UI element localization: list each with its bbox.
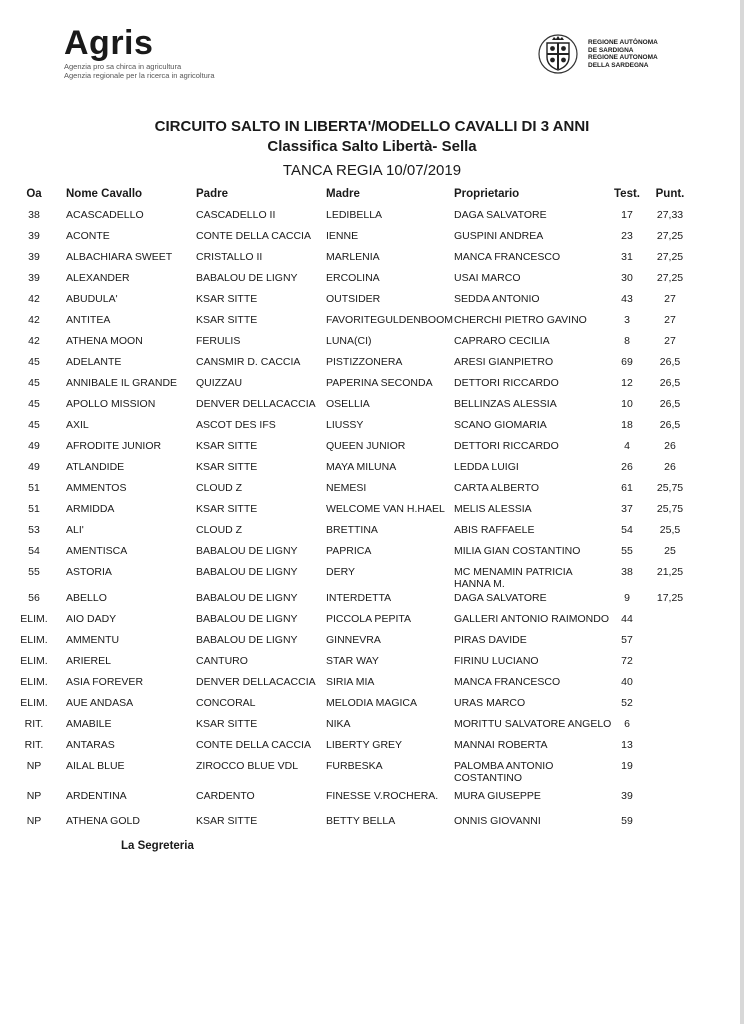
cell-test: 17 xyxy=(621,209,633,221)
cell-punt: 26,5 xyxy=(659,377,681,389)
cell-proprietario: FIRINU LUCIANO xyxy=(454,655,539,667)
cell-punt: 25,5 xyxy=(659,524,681,536)
cell-nome-cavallo: APOLLO MISSION xyxy=(66,398,156,410)
header-proprietario: Proprietario xyxy=(454,188,520,200)
cell-padre: CASCADELLO II xyxy=(196,209,276,221)
table-row xyxy=(0,718,744,738)
cell-madre: ERCOLINA xyxy=(326,272,380,284)
cell-padre: BABALOU DE LIGNY xyxy=(196,592,298,604)
cell-test: 38 xyxy=(621,566,633,578)
cell-proprietario: BELLINZAS ALESSIA xyxy=(454,398,557,410)
cell-madre: QUEEN JUNIOR xyxy=(326,440,406,452)
table-row xyxy=(0,697,744,717)
cell-padre: KSAR SITTE xyxy=(196,314,258,326)
cell-oa: 56 xyxy=(28,592,40,604)
header-test: Test. xyxy=(614,188,640,200)
cell-nome-cavallo: AMMENTU xyxy=(66,634,120,646)
cell-proprietario: PIRAS DAVIDE xyxy=(454,634,527,646)
cell-punt: 26,5 xyxy=(659,419,681,431)
cell-nome-cavallo: ARMIDDA xyxy=(66,503,115,515)
cell-madre: DERY xyxy=(326,566,355,578)
cell-punt: 27 xyxy=(664,293,676,305)
cell-madre: PAPRICA xyxy=(326,545,372,557)
cell-nome-cavallo: ACONTE xyxy=(66,230,110,242)
cell-test: 39 xyxy=(621,790,633,802)
cell-test: 13 xyxy=(621,739,633,751)
header-padre: Padre xyxy=(196,188,228,200)
cell-padre: BABALOU DE LIGNY xyxy=(196,545,298,557)
cell-test: 55 xyxy=(621,545,633,557)
cell-padre: KSAR SITTE xyxy=(196,461,258,473)
cell-proprietario: ABIS RAFFAELE xyxy=(454,524,535,536)
cell-oa: 55 xyxy=(28,566,40,578)
cell-oa: 39 xyxy=(28,230,40,242)
table-row xyxy=(0,815,744,835)
event-place-date: TANCA REGIA 10/07/2019 xyxy=(282,162,462,179)
cell-madre: PISTIZZONERA xyxy=(326,356,403,368)
cell-proprietario: MC MENAMIN PATRICIA HANNA M. xyxy=(454,566,573,590)
cell-punt: 27 xyxy=(664,335,676,347)
cell-nome-cavallo: ALBACHIARA SWEET xyxy=(66,251,173,263)
cell-oa: 51 xyxy=(28,503,40,515)
cell-madre: FINESSE V.ROCHERA. xyxy=(326,790,439,802)
cell-proprietario: MANNAI ROBERTA xyxy=(454,739,548,751)
cell-padre: CLOUD Z xyxy=(196,482,243,494)
cell-test: 8 xyxy=(624,335,630,347)
agris-logo xyxy=(64,24,215,80)
cell-padre: CANSMIR D. CACCIA xyxy=(196,356,301,368)
cell-oa: 39 xyxy=(28,272,40,284)
cell-padre: DENVER DELLACACCIA xyxy=(196,398,316,410)
cell-punt: 27 xyxy=(664,314,676,326)
cell-padre: BABALOU DE LIGNY xyxy=(196,613,298,625)
cell-madre: LIUSSY xyxy=(326,419,364,431)
table-row xyxy=(0,566,744,590)
cell-oa: NP xyxy=(26,760,42,772)
logo-subtitle-2: Agenzia regionale per la ricerca in agricoltura xyxy=(64,71,215,80)
cell-nome-cavallo: ANNIBALE IL GRANDE xyxy=(66,377,178,389)
cell-madre: PAPERINA SECONDA xyxy=(326,377,433,389)
table-row xyxy=(0,545,744,565)
cell-padre: BABALOU DE LIGNY xyxy=(196,566,298,578)
cell-nome-cavallo: ATLANDIDE xyxy=(66,461,125,473)
cell-test: 26 xyxy=(621,461,633,473)
cell-oa: ELIM. xyxy=(20,634,48,646)
cell-madre: PICCOLA PEPITA xyxy=(326,613,411,625)
cell-test: 23 xyxy=(621,230,633,242)
cell-madre: STAR WAY xyxy=(326,655,379,667)
logo-subtitle-1: Agenzia pro sa chirca in agricultura xyxy=(64,62,182,71)
cell-proprietario: USAI MARCO xyxy=(454,272,521,284)
table-row xyxy=(0,503,744,523)
cell-nome-cavallo: ADELANTE xyxy=(66,356,122,368)
header-punt: Punt. xyxy=(655,188,685,200)
cell-oa: ELIM. xyxy=(20,676,48,688)
table-row xyxy=(0,209,744,229)
cell-test: 37 xyxy=(621,503,633,515)
cell-proprietario: SEDDA ANTONIO xyxy=(454,293,540,305)
cell-oa: 54 xyxy=(28,545,40,557)
cell-oa: 45 xyxy=(28,377,40,389)
cell-proprietario: CHERCHI PIETRO GAVINO xyxy=(454,314,587,326)
cell-oa: ELIM. xyxy=(20,697,48,709)
table-row xyxy=(0,356,744,376)
cell-padre: ZIROCCO BLUE VDL xyxy=(196,760,299,772)
logo-word: Agris xyxy=(64,24,154,62)
cell-test: 10 xyxy=(621,398,633,410)
table-row xyxy=(0,482,744,502)
table-row xyxy=(0,314,744,334)
cell-madre: NIKA xyxy=(326,718,351,730)
cell-proprietario: DETTORI RICCARDO xyxy=(454,377,559,389)
cell-proprietario: ONNIS GIOVANNI xyxy=(454,815,541,827)
cell-padre: KSAR SITTE xyxy=(196,293,258,305)
cell-nome-cavallo: ATHENA MOON xyxy=(66,335,143,347)
cell-nome-cavallo: ARDENTINA xyxy=(66,790,127,802)
cell-proprietario: ARESI GIANPIETRO xyxy=(454,356,554,368)
cell-padre: QUIZZAU xyxy=(196,377,243,389)
region-line-2: DE SARDIGNA xyxy=(588,46,634,54)
region-logo xyxy=(538,33,658,75)
cell-test: 57 xyxy=(621,634,633,646)
table-row xyxy=(0,739,744,759)
cell-test: 44 xyxy=(621,613,633,625)
cell-madre: MELODIA MAGICA xyxy=(326,697,418,709)
cell-punt: 27,25 xyxy=(656,272,684,284)
signature: La Segreteria xyxy=(121,840,194,852)
cell-test: 3 xyxy=(624,314,630,326)
cell-nome-cavallo: ANTARAS xyxy=(66,739,115,751)
cell-padre: ASCOT DES IFS xyxy=(196,419,276,431)
cell-madre: BETTY BELLA xyxy=(326,815,396,827)
cell-nome-cavallo: ANTITEA xyxy=(66,314,111,326)
cell-test: 31 xyxy=(621,251,633,263)
cell-oa: 53 xyxy=(28,524,40,536)
cell-madre: MAYA MILUNA xyxy=(326,461,397,473)
cell-oa: 51 xyxy=(28,482,40,494)
cell-oa: 49 xyxy=(28,440,40,452)
cell-oa: 38 xyxy=(28,209,40,221)
document-subtitle: Classifica Salto Libertà- Sella xyxy=(267,138,477,155)
cell-proprietario: DAGA SALVATORE xyxy=(454,592,547,604)
cell-punt: 26,5 xyxy=(659,398,681,410)
cell-oa: 45 xyxy=(28,398,40,410)
cell-punt: 25 xyxy=(664,545,676,557)
region-line-1: REGIONE AUTÒNOMA xyxy=(588,39,658,46)
cell-madre: SIRIA MIA xyxy=(326,676,375,688)
cell-nome-cavallo: ABUDULA' xyxy=(66,293,118,305)
cell-oa: 45 xyxy=(28,419,40,431)
cell-test: 59 xyxy=(621,815,633,827)
cell-nome-cavallo: AUE ANDASA xyxy=(66,697,134,709)
cell-padre: KSAR SITTE xyxy=(196,440,258,452)
cell-nome-cavallo: AMMENTOS xyxy=(66,482,127,494)
cell-madre: LEDIBELLA xyxy=(326,209,383,221)
cell-oa: NP xyxy=(26,790,42,802)
cell-padre: CARDENTO xyxy=(196,790,255,802)
cell-madre: OUTSIDER xyxy=(326,293,381,305)
cell-padre: BABALOU DE LIGNY xyxy=(196,634,298,646)
cell-punt: 26 xyxy=(664,440,676,452)
cell-test: 61 xyxy=(621,482,633,494)
cell-padre: CRISTALLO II xyxy=(196,251,263,263)
cell-padre: CONCORAL xyxy=(196,697,256,709)
cell-oa: 42 xyxy=(28,293,40,305)
cell-test: 18 xyxy=(621,419,633,431)
cell-punt: 17,25 xyxy=(656,592,684,604)
cell-madre: WELCOME VAN H.HAEL xyxy=(326,503,445,515)
cell-madre: MARLENIA xyxy=(326,251,380,263)
cell-padre: DENVER DELLACACCIA xyxy=(196,676,316,688)
cell-madre: BRETTINA xyxy=(326,524,378,536)
cell-padre: CANTURO xyxy=(196,655,248,667)
sardinia-crest-icon xyxy=(538,33,578,75)
cell-nome-cavallo: ATHENA GOLD xyxy=(66,815,140,827)
cell-proprietario: PALOMBA ANTONIO COSTANTINO xyxy=(454,760,554,784)
table-row xyxy=(0,440,744,460)
table-row xyxy=(0,293,744,313)
cell-madre: LIBERTY GREY xyxy=(326,739,403,751)
cell-nome-cavallo: AFRODITE JUNIOR xyxy=(66,440,162,452)
cell-oa: RIT. xyxy=(24,718,44,730)
cell-test: 4 xyxy=(624,440,630,452)
cell-test: 6 xyxy=(624,718,630,730)
cell-nome-cavallo: ASIA FOREVER xyxy=(66,676,144,688)
cell-test: 30 xyxy=(621,272,633,284)
cell-nome-cavallo: ABELLO xyxy=(66,592,107,604)
cell-proprietario: DAGA SALVATORE xyxy=(454,209,547,221)
cell-madre: GINNEVRA xyxy=(326,634,381,646)
cell-oa: 42 xyxy=(28,314,40,326)
cell-proprietario: MURA GIUSEPPE xyxy=(454,790,541,802)
cell-test: 43 xyxy=(621,293,633,305)
cell-punt: 25,75 xyxy=(656,503,684,515)
cell-madre: FAVORITEGULDENBOOM xyxy=(326,314,453,326)
table-row xyxy=(0,655,744,675)
cell-nome-cavallo: ACASCADELLO xyxy=(66,209,144,221)
cell-proprietario: MELIS ALESSIA xyxy=(454,503,532,515)
cell-madre: FURBESKA xyxy=(326,760,383,772)
cell-padre: KSAR SITTE xyxy=(196,815,258,827)
cell-proprietario: GUSPINI ANDREA xyxy=(454,230,544,242)
table-row xyxy=(0,676,744,696)
cell-nome-cavallo: ARIEREL xyxy=(66,655,111,667)
cell-punt: 26,5 xyxy=(659,356,681,368)
cell-punt: 26 xyxy=(664,461,676,473)
cell-oa: 49 xyxy=(28,461,40,473)
cell-proprietario: LEDDA LUIGI xyxy=(454,461,519,473)
cell-test: 19 xyxy=(621,760,633,772)
header-oa: Oa xyxy=(26,188,42,200)
cell-nome-cavallo: AIO DADY xyxy=(66,613,117,625)
cell-punt: 27,25 xyxy=(656,230,684,242)
cell-nome-cavallo: AILAL BLUE xyxy=(66,760,125,772)
cell-punt: 21,25 xyxy=(656,566,684,578)
table-row xyxy=(0,592,744,612)
cell-proprietario: SCANO GIOMARIA xyxy=(454,419,547,431)
table-row xyxy=(0,790,744,810)
cell-madre: OSELLIA xyxy=(326,398,370,410)
cell-test: 52 xyxy=(621,697,633,709)
table-row xyxy=(0,251,744,271)
cell-proprietario: DETTORI RICCARDO xyxy=(454,440,559,452)
cell-test: 9 xyxy=(624,592,630,604)
cell-oa: RIT. xyxy=(24,739,44,751)
region-line-3: REGIONE AUTONOMA xyxy=(588,54,658,61)
table-row xyxy=(0,461,744,481)
cell-padre: CONTE DELLA CACCIA xyxy=(196,739,311,751)
cell-padre: KSAR SITTE xyxy=(196,503,258,515)
cell-proprietario: CAPRARO CECILIA xyxy=(454,335,550,347)
cell-test: 40 xyxy=(621,676,633,688)
region-line-4: DELLA SARDEGNA xyxy=(588,61,649,69)
table-row xyxy=(0,419,744,439)
cell-nome-cavallo: ALI' xyxy=(66,524,84,536)
table-row xyxy=(0,524,744,544)
document-title: CIRCUITO SALTO IN LIBERTA'/MODELLO CAVALLI DI 3 ANNI xyxy=(154,118,590,135)
cell-padre: BABALOU DE LIGNY xyxy=(196,272,298,284)
cell-oa: 39 xyxy=(28,251,40,263)
cell-proprietario: MANCA FRANCESCO xyxy=(454,676,561,688)
cell-proprietario: GALLERI ANTONIO RAIMONDO xyxy=(454,613,610,625)
table-row xyxy=(0,230,744,250)
header-madre: Madre xyxy=(326,188,360,200)
cell-nome-cavallo: AMABILE xyxy=(66,718,112,730)
table-row xyxy=(0,335,744,355)
table-row xyxy=(0,272,744,292)
cell-test: 72 xyxy=(621,655,633,667)
cell-padre: FERULIS xyxy=(196,335,241,347)
table-row xyxy=(0,634,744,654)
table-row xyxy=(0,398,744,418)
cell-proprietario: MANCA FRANCESCO xyxy=(454,251,561,263)
cell-oa: ELIM. xyxy=(20,655,48,667)
cell-proprietario: MORITTU SALVATORE ANGELO xyxy=(454,718,612,730)
cell-test: 12 xyxy=(621,377,633,389)
cell-padre: CLOUD Z xyxy=(196,524,243,536)
region-name xyxy=(588,39,658,69)
cell-nome-cavallo: AXIL xyxy=(66,419,89,431)
cell-oa: 45 xyxy=(28,356,40,368)
cell-nome-cavallo: ALEXANDER xyxy=(66,272,130,284)
table-row xyxy=(0,377,744,397)
cell-padre: CONTE DELLA CACCIA xyxy=(196,230,311,242)
cell-nome-cavallo: AMENTISCA xyxy=(66,545,128,557)
cell-padre: KSAR SITTE xyxy=(196,718,258,730)
cell-madre: NEMESI xyxy=(326,482,367,494)
table-row xyxy=(0,613,744,633)
cell-madre: LUNA(CI) xyxy=(326,335,372,347)
cell-punt: 27,25 xyxy=(656,251,684,263)
cell-proprietario: MILIA GIAN COSTANTINO xyxy=(454,545,581,557)
cell-madre: IENNE xyxy=(326,230,359,242)
table-row xyxy=(0,760,744,784)
cell-madre: INTERDETTA xyxy=(326,592,392,604)
cell-proprietario: CARTA ALBERTO xyxy=(454,482,540,494)
cell-nome-cavallo: ASTORIA xyxy=(66,566,112,578)
cell-oa: 42 xyxy=(28,335,40,347)
cell-punt: 25,75 xyxy=(656,482,684,494)
cell-oa: NP xyxy=(26,815,42,827)
cell-proprietario: URAS MARCO xyxy=(454,697,526,709)
header-nome-cavallo: Nome Cavallo xyxy=(66,188,143,200)
cell-punt: 27,33 xyxy=(656,209,684,221)
cell-test: 69 xyxy=(621,356,633,368)
cell-test: 54 xyxy=(621,524,633,536)
cell-oa: ELIM. xyxy=(20,613,48,625)
